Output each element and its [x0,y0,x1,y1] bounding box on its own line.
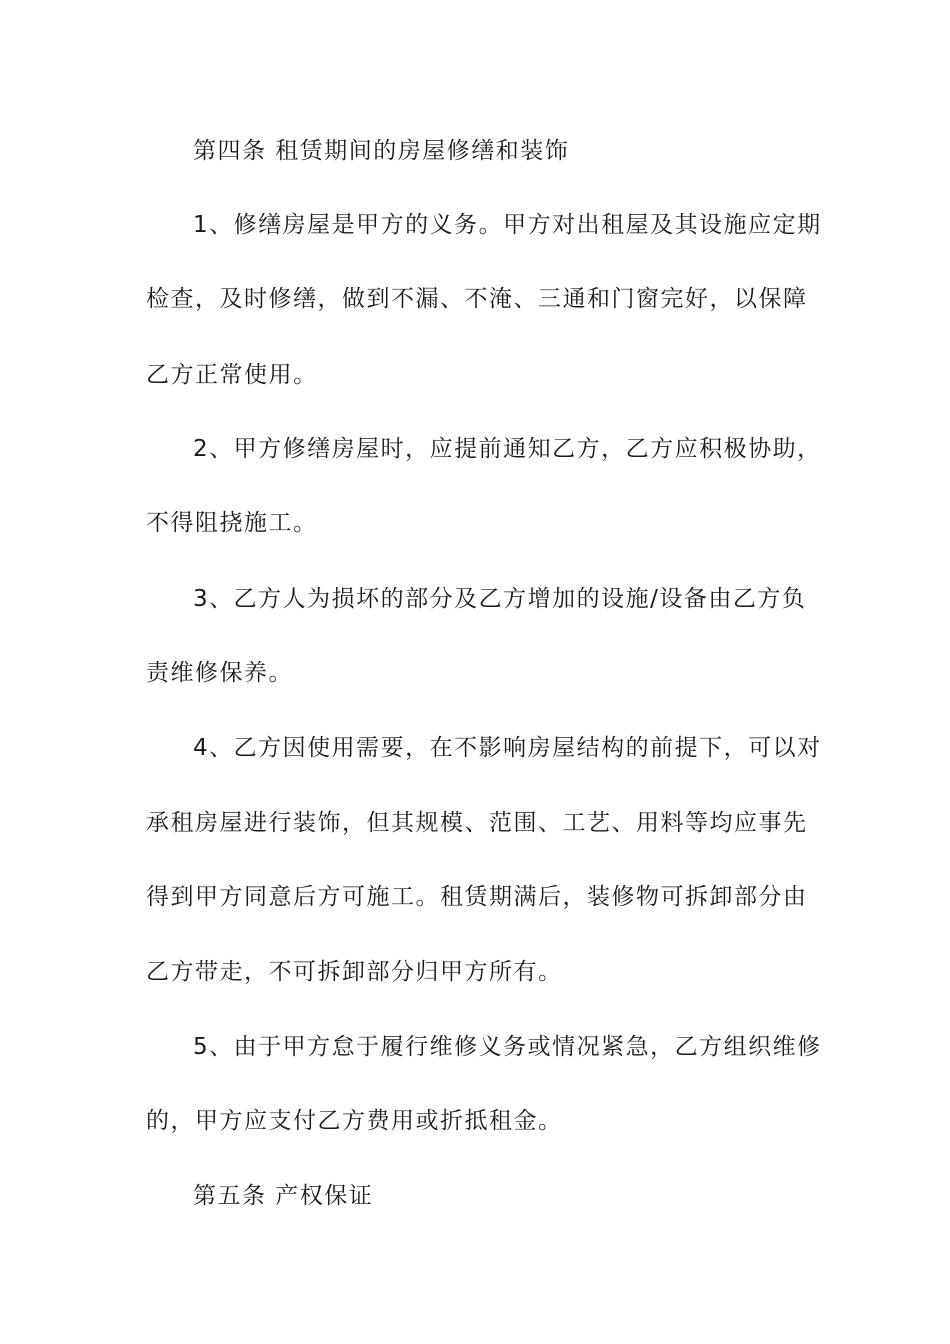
clause-2-line-2: 不得阻挠施工。 [146,510,318,536]
clause-1-line-1: 1、修缮房屋是甲方的义务。甲方对出租屋及其设施应定期 [193,212,822,238]
clause-3-line-2: 责维修保养。 [146,660,293,686]
clause-4-line-4: 乙方带走，不可拆卸部分归甲方所有。 [146,959,563,985]
clause-1-line-2: 检查，及时修缮，做到不漏、不淹、三通和门窗完好，以保障 [146,286,808,312]
clause-1-line-3: 乙方正常使用。 [146,362,318,388]
clause-5-line-1: 5、由于甲方怠于履行维修义务或情况紧急，乙方组织维修 [193,1034,822,1060]
article-5-heading: 第五条 产权保证 [193,1183,374,1209]
clause-2-line-1: 2、甲方修缮房屋时，应提前通知乙方，乙方应积极协助， [193,436,822,462]
clause-5-line-2: 的，甲方应支付乙方费用或折抵租金。 [146,1108,563,1134]
clause-4-line-2: 承租房屋进行装饰，但其规模、范围、工艺、用料等均应事先 [146,810,808,836]
clause-3-line-1: 3、乙方人为损坏的部分及乙方增加的设施/设备由乙方负 [193,586,807,612]
clause-4-line-1: 4、乙方因使用需要，在不影响房屋结构的前提下，可以对 [193,735,822,761]
clause-4-line-3: 得到甲方同意后方可施工。租赁期满后，装修物可拆卸部分由 [146,884,808,910]
article-4-heading: 第四条 租赁期间的房屋修缮和装饰 [193,138,570,164]
